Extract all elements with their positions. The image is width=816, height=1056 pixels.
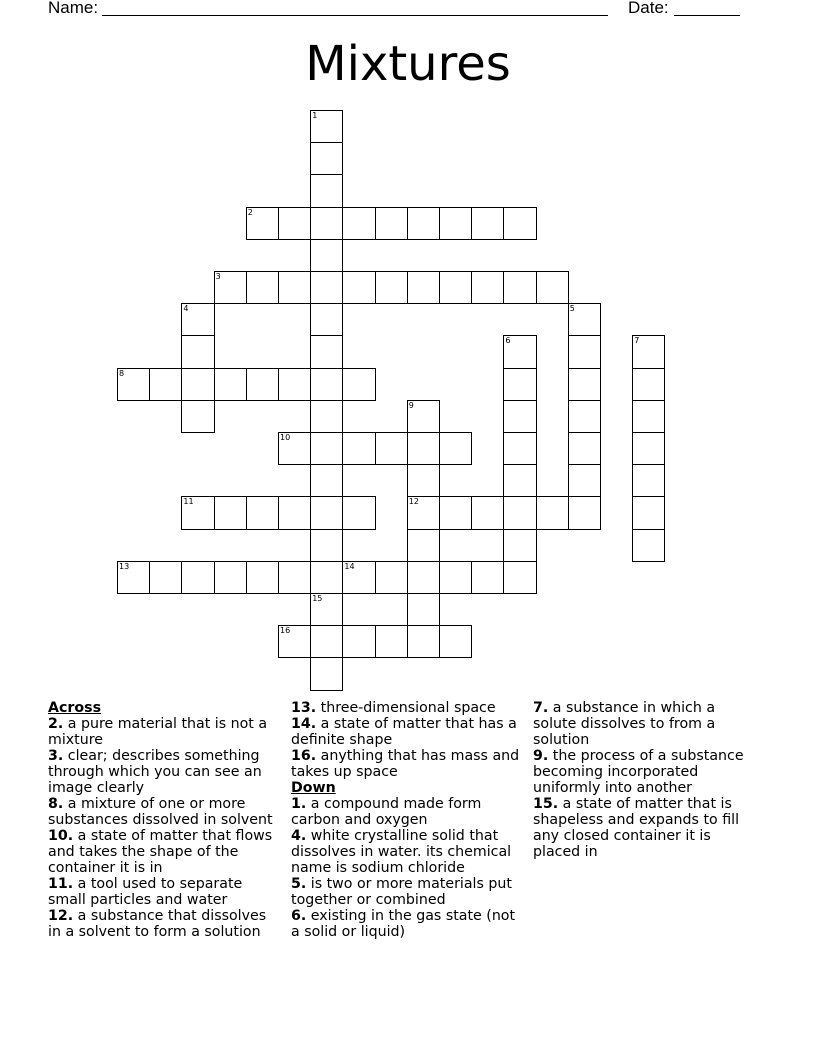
grid-cell[interactable] (278, 625, 311, 658)
clue-across-8: 8. a mixture of one or more substances dissolved in solvent (48, 796, 273, 828)
clue-column-3 (533, 700, 753, 860)
clue-number: 2 (247, 207, 253, 217)
grid-cell[interactable] (568, 400, 601, 433)
grid-cell[interactable] (310, 303, 343, 336)
grid-cell[interactable] (632, 496, 665, 529)
grid-cell[interactable] (310, 432, 343, 465)
grid-cell[interactable] (407, 207, 440, 240)
clue-across-13: 13. three-dimensional space (291, 700, 496, 716)
grid-cell[interactable] (310, 142, 343, 175)
clue-across-10: 10. a state of matter that flows and takes the shape of the container it is in (48, 828, 273, 876)
grid-cell[interactable] (503, 368, 536, 401)
grid-cell[interactable] (439, 271, 472, 304)
grid-cell[interactable] (310, 529, 343, 562)
grid-cell[interactable] (181, 561, 214, 594)
clue-down-5: 5. is two or more materials put together or combined (291, 876, 512, 908)
clue-across-14: 14. a state of matter that has a definite shape (291, 716, 517, 748)
grid-cell[interactable] (503, 207, 536, 240)
grid-cell[interactable] (375, 271, 408, 304)
clue-across-16: 16. anything that has mass and takes up space (291, 748, 520, 780)
grid-cell[interactable] (407, 561, 440, 594)
grid-cell[interactable] (568, 335, 601, 368)
clue-across-12: 12. a substance that dissolves in a solvent to form a solution (48, 908, 267, 940)
date-label: Date: (628, 0, 669, 17)
grid-cell[interactable] (246, 271, 279, 304)
grid-cell[interactable] (342, 368, 375, 401)
page-title: Mixtures (305, 36, 511, 92)
grid-cell[interactable] (181, 303, 214, 336)
grid-cell[interactable] (278, 207, 311, 240)
grid-cell[interactable] (246, 368, 279, 401)
grid-cell[interactable] (149, 368, 182, 401)
clue-column-2 (291, 700, 521, 940)
grid-cell[interactable] (214, 271, 247, 304)
grid-cell[interactable] (214, 496, 247, 529)
grid-cell[interactable] (342, 496, 375, 529)
clue-down-1: 1. a compound made form carbon and oxygen (291, 796, 482, 828)
clue-across-3: 3. clear; describes something through which you can see an image clearly (48, 748, 262, 796)
grid-cell[interactable] (503, 400, 536, 433)
grid-cell[interactable] (181, 335, 214, 368)
grid-cell[interactable] (407, 432, 440, 465)
grid-cell[interactable] (471, 207, 504, 240)
grid-cell[interactable] (503, 335, 536, 368)
grid-cell[interactable] (407, 496, 440, 529)
grid-cell[interactable] (568, 496, 601, 529)
grid-cell[interactable] (503, 529, 536, 562)
grid-cell[interactable] (632, 464, 665, 497)
grid-cell[interactable] (439, 207, 472, 240)
grid-cell[interactable] (181, 496, 214, 529)
grid-cell[interactable] (375, 207, 408, 240)
clue-across-11: 11. a tool used to separate small particles and water (48, 876, 243, 908)
grid-cell[interactable] (342, 625, 375, 658)
clue-number: 9 (408, 400, 414, 410)
grid-cell[interactable] (342, 271, 375, 304)
grid-cell[interactable] (632, 432, 665, 465)
grid-cell[interactable] (310, 110, 343, 143)
grid-cell[interactable] (439, 496, 472, 529)
grid-cell[interactable] (310, 207, 343, 240)
grid-cell[interactable] (342, 432, 375, 465)
grid-cell[interactable] (471, 561, 504, 594)
grid-cell[interactable] (278, 271, 311, 304)
grid-cell[interactable] (310, 239, 343, 272)
grid-cell[interactable] (278, 432, 311, 465)
down-heading: Down (291, 780, 336, 796)
grid-cell[interactable] (407, 400, 440, 433)
clue-number: 1 (312, 111, 318, 120)
grid-cell[interactable] (407, 271, 440, 304)
grid-cell[interactable] (117, 368, 150, 401)
grid-cell[interactable] (117, 561, 150, 594)
clue-number: 16 (280, 626, 291, 636)
grid-cell[interactable] (310, 593, 343, 626)
grid-cell[interactable] (149, 561, 182, 594)
grid-cell[interactable] (536, 271, 569, 304)
grid-cell[interactable] (568, 368, 601, 401)
grid-cell[interactable] (632, 368, 665, 401)
grid-cell[interactable] (536, 496, 569, 529)
grid-cell[interactable] (246, 496, 279, 529)
clue-down-15: 15. a state of matter that is shapeless and expands to fill any closed container it is placed in (533, 796, 740, 860)
grid-cell[interactable] (310, 657, 343, 690)
grid-cell[interactable] (503, 496, 536, 529)
grid-cell[interactable] (246, 207, 279, 240)
grid-cell[interactable] (278, 368, 311, 401)
grid-cell[interactable] (503, 271, 536, 304)
clue-number: 10 (280, 433, 291, 442)
clue-down-7: 7. a substance in which a solute dissolves to from a solution (533, 700, 716, 748)
grid-cell[interactable] (503, 464, 536, 497)
grid-cell[interactable] (342, 207, 375, 240)
grid-cell[interactable] (181, 368, 214, 401)
grid-cell[interactable] (310, 368, 343, 401)
grid-cell[interactable] (278, 561, 311, 594)
grid-cell[interactable] (407, 464, 440, 497)
grid-cell[interactable] (278, 496, 311, 529)
grid-cell[interactable] (503, 561, 536, 594)
clue-number: 6 (505, 336, 511, 346)
grid-cell[interactable] (310, 335, 343, 368)
grid-cell[interactable] (375, 625, 408, 658)
clue-number: 3 (215, 272, 221, 281)
grid-cell[interactable] (375, 432, 408, 465)
clue-number: 13 (119, 561, 130, 571)
grid-cell[interactable] (632, 400, 665, 433)
clue-number: 15 (312, 594, 323, 603)
across-heading: Across (48, 700, 102, 716)
grid-cell[interactable] (439, 432, 472, 465)
name-label: Name: (48, 0, 99, 17)
grid-cell[interactable] (310, 561, 343, 594)
clue-number: 14 (344, 561, 355, 571)
grid-cell[interactable] (568, 303, 601, 336)
clue-across-2: 2. a pure material that is not a mixture (48, 716, 268, 748)
grid-cell[interactable] (310, 625, 343, 658)
clue-number: 11 (183, 497, 194, 507)
grid-cell[interactable] (568, 432, 601, 465)
grid-cell[interactable] (503, 432, 536, 465)
grid-cell[interactable] (181, 400, 214, 433)
grid-cell[interactable] (310, 174, 343, 207)
clue-number: 12 (408, 497, 419, 507)
grid-cell[interactable] (439, 625, 472, 658)
clue-down-4: 4. white crystalline solid that dissolves in water. its chemical name is sodium chloride (291, 828, 512, 876)
clue-number: 8 (119, 368, 125, 378)
grid-cell[interactable] (214, 561, 247, 594)
grid-cell[interactable] (471, 271, 504, 304)
clue-down-6: 6. existing in the gas state (not a solid or liquid) (291, 908, 516, 940)
grid-cell[interactable] (310, 496, 343, 529)
grid-cell[interactable] (407, 625, 440, 658)
grid-cell[interactable] (246, 561, 279, 594)
clue-number: 5 (569, 304, 575, 314)
grid-cell[interactable] (407, 529, 440, 562)
clue-column-1 (48, 700, 280, 940)
grid-cell[interactable] (214, 368, 247, 401)
clue-number: 4 (183, 304, 189, 314)
clue-number: 7 (634, 336, 640, 346)
grid-cell[interactable] (439, 561, 472, 594)
grid-cell[interactable] (310, 464, 343, 497)
grid-cell[interactable] (632, 529, 665, 562)
grid-cell[interactable] (310, 271, 343, 304)
grid-cell[interactable] (375, 561, 408, 594)
grid-cell[interactable] (568, 464, 601, 497)
grid-cell[interactable] (310, 400, 343, 433)
grid-cell[interactable] (407, 593, 440, 626)
grid-cell[interactable] (342, 561, 375, 594)
grid-cell[interactable] (471, 496, 504, 529)
clue-down-9: 9. the process of a substance becoming incorporated uniformly into another (533, 748, 744, 796)
grid-cell[interactable] (632, 335, 665, 368)
